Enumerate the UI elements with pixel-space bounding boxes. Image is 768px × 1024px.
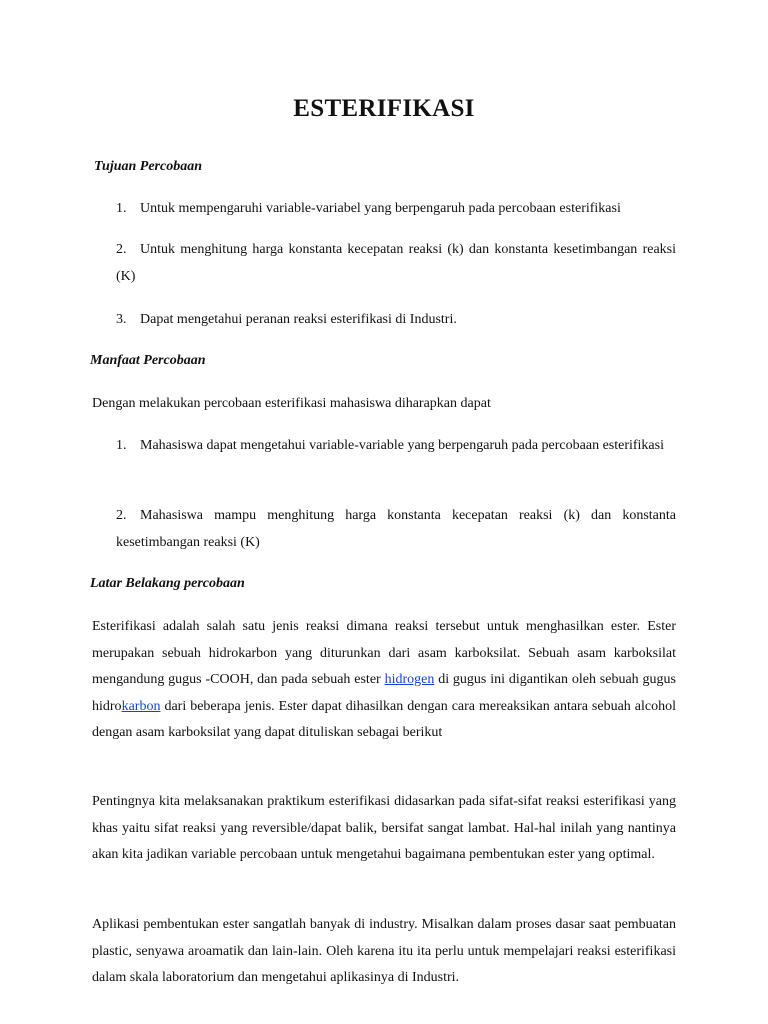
list-item <box>116 433 676 460</box>
list-number: 1. <box>116 201 127 216</box>
list-number: 2. <box>116 508 127 523</box>
manfaat-intro: Dengan melakukan percobaan esterifikasi mahasiswa diharapkan dapat <box>92 396 491 411</box>
document-title: ESTERIFIKASI <box>293 95 475 122</box>
paragraph-text: dari beberapa jenis. Ester dapat dihasilkan dengan cara mereaksikan antara sebuah alcohol dengan asam karboksilat yang dapat dituliskan sebagai berikut <box>92 698 676 740</box>
paragraph-text: di gugus ini digantikan oleh sebuah gugus hidro <box>92 672 676 714</box>
paragraph-latar-2: Pentingnya kita melaksanakan praktikum esterifikasi didasarkan pada sifat-sifat reaksi esterifikasi yang khas yaitu sifat reaksi yang reversible/dapat balik, bersifat sangat lambat. Hal-hal inilah yang nantinya akan kita jadikan variable percobaan untuk mengetahui bagaimana pembentukan ester yang optimal. <box>92 794 676 862</box>
list-item <box>116 196 676 223</box>
list-text: Mahasiswa mampu menghitung harga konstanta kecepatan reaksi (k) dan konstanta kesetimbangan reaksi (K) <box>116 508 676 550</box>
list-text: Dapat mengetahui peranan reaksi esterifikasi di Industri. <box>140 312 457 327</box>
heading-tujuan: Tujuan Percobaan <box>94 159 202 174</box>
link-hidrogen[interactable]: hidrogen <box>384 672 435 687</box>
list-number: 3. <box>116 312 127 327</box>
list-text: Untuk mempengaruhi variable-variabel yang berpengaruh pada percobaan esterifikasi <box>140 201 621 216</box>
list-text: Mahasiswa dapat mengetahui variable-variable yang berpengaruh pada percobaan esterifikasi <box>140 438 664 453</box>
paragraph-latar-3: Aplikasi pembentukan ester sangatlah banyak di industry. Misalkan dalam proses dasar saat pembuatan plastic, senyawa aroamatik dan lain-lain. Oleh karena itu ita perlu untuk mempelajari reaksi esterifikasi dalam skala laboratorium dan mengetahui aplikasinya di Industri. <box>92 917 676 985</box>
list-item <box>116 237 676 290</box>
list-number: 1. <box>116 438 127 453</box>
link-karbon[interactable]: karbon <box>121 698 161 714</box>
paragraph-text: Esterifikasi adalah salah satu jenis reaksi dimana reaksi tersebut untuk menghasilkan ester. Ester merupakan sebuah hidrokarbon yang diturunkan dari asam karboksilat. Sebuah asam karboksilat mengandung gugus -COOH, dan pada sebuah ester <box>92 619 676 687</box>
list-text: Untuk menghitung harga konstanta kecepatan reaksi (k) dan konstanta kesetimbangan reaksi (K) <box>116 242 676 284</box>
paragraph-latar-1 <box>92 614 676 747</box>
list-item <box>116 503 676 556</box>
list-item <box>116 307 676 334</box>
heading-latar-belakang: Latar Belakang percobaan <box>90 576 245 591</box>
list-number: 2. <box>116 242 127 257</box>
heading-manfaat: Manfaat Percobaan <box>90 353 206 368</box>
